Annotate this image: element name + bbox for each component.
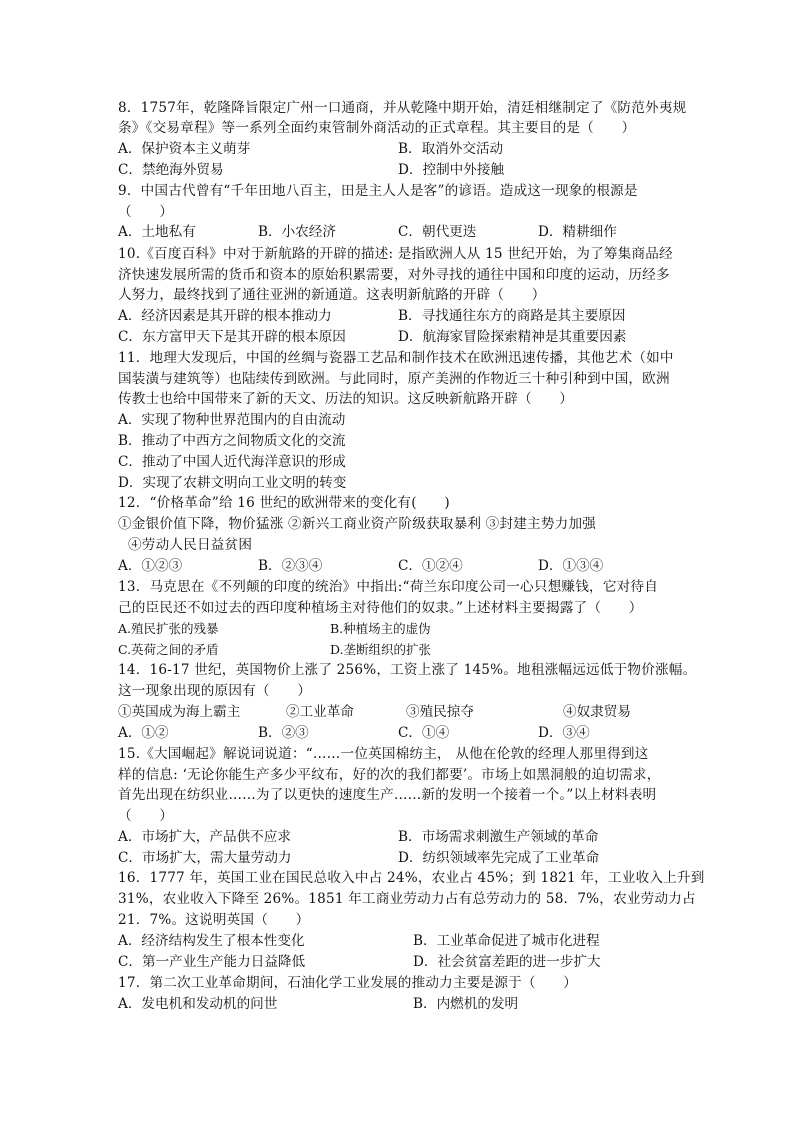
q9-stem-line2: （ ） <box>118 204 174 220</box>
q10-option-d: D．航海家冒险探索精神是其重要因素 <box>398 329 627 345</box>
q12-stem-line1: 12．“价格革命”给 16 世纪的欧洲带来的变化有( ) <box>118 495 450 511</box>
q13-option-c: C.英荷之间的矛盾 <box>118 642 219 657</box>
q13-stem-line2: 己的臣民还不如过去的西印度种植场主对待他们的奴隶。”上述材料主要揭露了（ ） <box>118 600 643 616</box>
q14-stem-line2: 这一现象出现的原因有（ ） <box>118 683 312 699</box>
q16-option-d: D．社会贫富差距的进一步扩大 <box>413 954 601 970</box>
q11-stem-line1: 11．地理大发现后，中国的丝绸与瓷器工艺品和制作技术在欧洲迅速传播，其他艺术（如中 <box>118 350 674 366</box>
q13-option-b: B.种植场主的虚伪 <box>330 621 431 636</box>
q15-stem-line2: 样的信息: ‘无论你能生产多少平纹布，好的次的我们都要’。市场上如黑洞般的迫切需求， <box>118 767 661 783</box>
q14-item-1: ①英国成为海上霸主 <box>118 704 241 720</box>
q8-option-c: C．禁绝海外贸易 <box>118 162 224 178</box>
q14-item-3: ③殖民掠夺 <box>406 704 474 720</box>
q13-option-d: D.垄断组织的扩张 <box>330 642 432 657</box>
q10-stem-line2: 济快速发展所需的货币和资本的原始积累需要，对外寻找的通往中国和印度的运动，历经多 <box>118 267 670 283</box>
q10-stem-line1: 10.《百度百科》中对于新航路的开辟的描述: 是指欧洲人从 15 世纪开始，为了筹集商品经 <box>118 246 673 262</box>
q14-stem-line1: 14．16-17 世纪，英国物价上涨了 256%，工资上涨了 145%。地租涨幅远远低于物价涨幅。 <box>118 662 697 678</box>
q14-option-a: A．①② <box>118 725 169 741</box>
q8-stem-line1: 8．1757年，乾隆降旨限定广州一口通商，并从乾隆中期开始，清廷相继制定了《防范外夷规 <box>118 100 687 116</box>
q17-stem-line1: 17．第二次工业革命期间，石油化学工业发展的推动力主要是源于（ ） <box>118 975 578 991</box>
q16-stem-line3: 21．7%。这说明英国（ ） <box>118 912 310 928</box>
q15-option-d: D．纺织领域率先完成了工业革命 <box>398 850 600 866</box>
q11-option-b: B．推动了中西方之间物质文化的交流 <box>118 433 346 449</box>
q12-option-a: A．①②③ <box>118 558 183 574</box>
q16-stem-line2: 31%，农业收入下降至 26%。1851 年工商业劳动力占有总劳动力的 58．7%，农业劳动力占 <box>118 891 696 907</box>
q17-option-a: A．发电机和发动机的问世 <box>118 996 278 1012</box>
q10-stem-line3: 人努力，最终找到了通往亚洲的新通道。这表明新航路的开辟（ ） <box>118 287 546 303</box>
q11-option-a: A．实现了物种世界范围内的自由流动 <box>118 412 346 428</box>
q12-stem-line3: ④劳动人民日益贫困 <box>128 537 253 553</box>
q12-option-b: B．②③④ <box>258 558 323 574</box>
q8-option-a: A．保护资本主义萌芽 <box>118 141 251 157</box>
q15-option-b: B．市场需求刺激生产领域的革命 <box>398 829 599 845</box>
q15-stem-line1: 15.《大国崛起》解说词说道：“……一位英国棉纺主， 从他在伦敦的经理人那里得到这 <box>118 746 649 762</box>
q9-stem-line1: 9．中国古代曾有“千年田地八百主，田是主人人是客”的谚语。造成这一现象的根源是 <box>118 183 638 199</box>
q14-item-2: ②工业革命 <box>286 704 354 720</box>
q16-option-b: B．工业革命促进了城市化进程 <box>413 933 600 949</box>
q9-option-c: C．朝代更迭 <box>398 224 477 240</box>
q8-option-b: B．取消外交活动 <box>398 141 504 157</box>
q13-option-a: A.殖民扩张的残暴 <box>118 621 219 636</box>
q9-option-a: A．土地私有 <box>118 224 196 240</box>
q8-stem-line2: 条》《交易章程》等一系列全面约束管制外商活动的正式章程。其主要目的是（ ） <box>118 120 636 136</box>
q12-option-c: C．①②④ <box>398 558 463 574</box>
q16-option-c: C．第一产业生产能力日益降低 <box>118 954 306 970</box>
q11-option-d: D．实现了农耕文明向工业文明的转变 <box>118 475 347 491</box>
q13-stem-line1: 13．马克思在《不列颠的印度的统治》中指出:“荷兰东印度公司一心只想赚钱，它对待自 <box>118 579 658 595</box>
q9-option-d: D．精耕细作 <box>538 224 617 240</box>
q17-option-b: B．内燃机的发明 <box>413 996 519 1012</box>
q11-stem-line2: 国装潢与建筑等）也陆续传到欧洲。与此同时，原产美洲的作物近三十种引种到中国，欧洲 <box>118 371 670 387</box>
q10-option-a: A．经济因素是其开辟的根本推动力 <box>118 308 332 324</box>
q14-option-d: D．③④ <box>538 725 590 741</box>
q11-option-c: C．推动了中国人近代海洋意识的形成 <box>118 454 346 470</box>
q10-option-b: B．寻找通往东方的商路是其主要原因 <box>398 308 626 324</box>
q8-option-d: D．控制中外接触 <box>398 162 505 178</box>
q15-option-a: A．市场扩大，产品供不应求 <box>118 829 291 845</box>
q15-option-c: C．市场扩大，需大量劳动力 <box>118 850 292 866</box>
q16-option-a: A．经济结构发生了根本性变化 <box>118 933 305 949</box>
q15-stem-line3: 首先出现在纺织业……为了以更快的速度生产……新的发明一个接着一个。”以上材料表明 <box>118 787 657 803</box>
q14-option-c: C．①④ <box>398 725 450 741</box>
q15-stem-line4: （ ） <box>118 808 174 824</box>
q11-stem-line3: 传教士也给中国带来了新的天文、历法的知识。这反映新航路开辟（ ） <box>118 391 574 407</box>
q9-option-b: B．小农经济 <box>258 224 336 240</box>
q16-stem-line1: 16．1777 年，英国工业在国民总收入中占 24%，农业占 45%；到 1821 年，工业收入上升到 <box>118 870 705 886</box>
q14-item-4: ④奴隶贸易 <box>563 704 631 720</box>
q12-option-d: D．①③④ <box>538 558 604 574</box>
q10-option-c: C．东方富甲天下是其开辟的根本原因 <box>118 329 346 345</box>
q14-option-b: B．②③ <box>258 725 309 741</box>
q12-stem-line2: ①金银价值下降，物价猛涨 ②新兴工商业资产阶级获取暴利 ③封建主势力加强 <box>118 516 597 532</box>
